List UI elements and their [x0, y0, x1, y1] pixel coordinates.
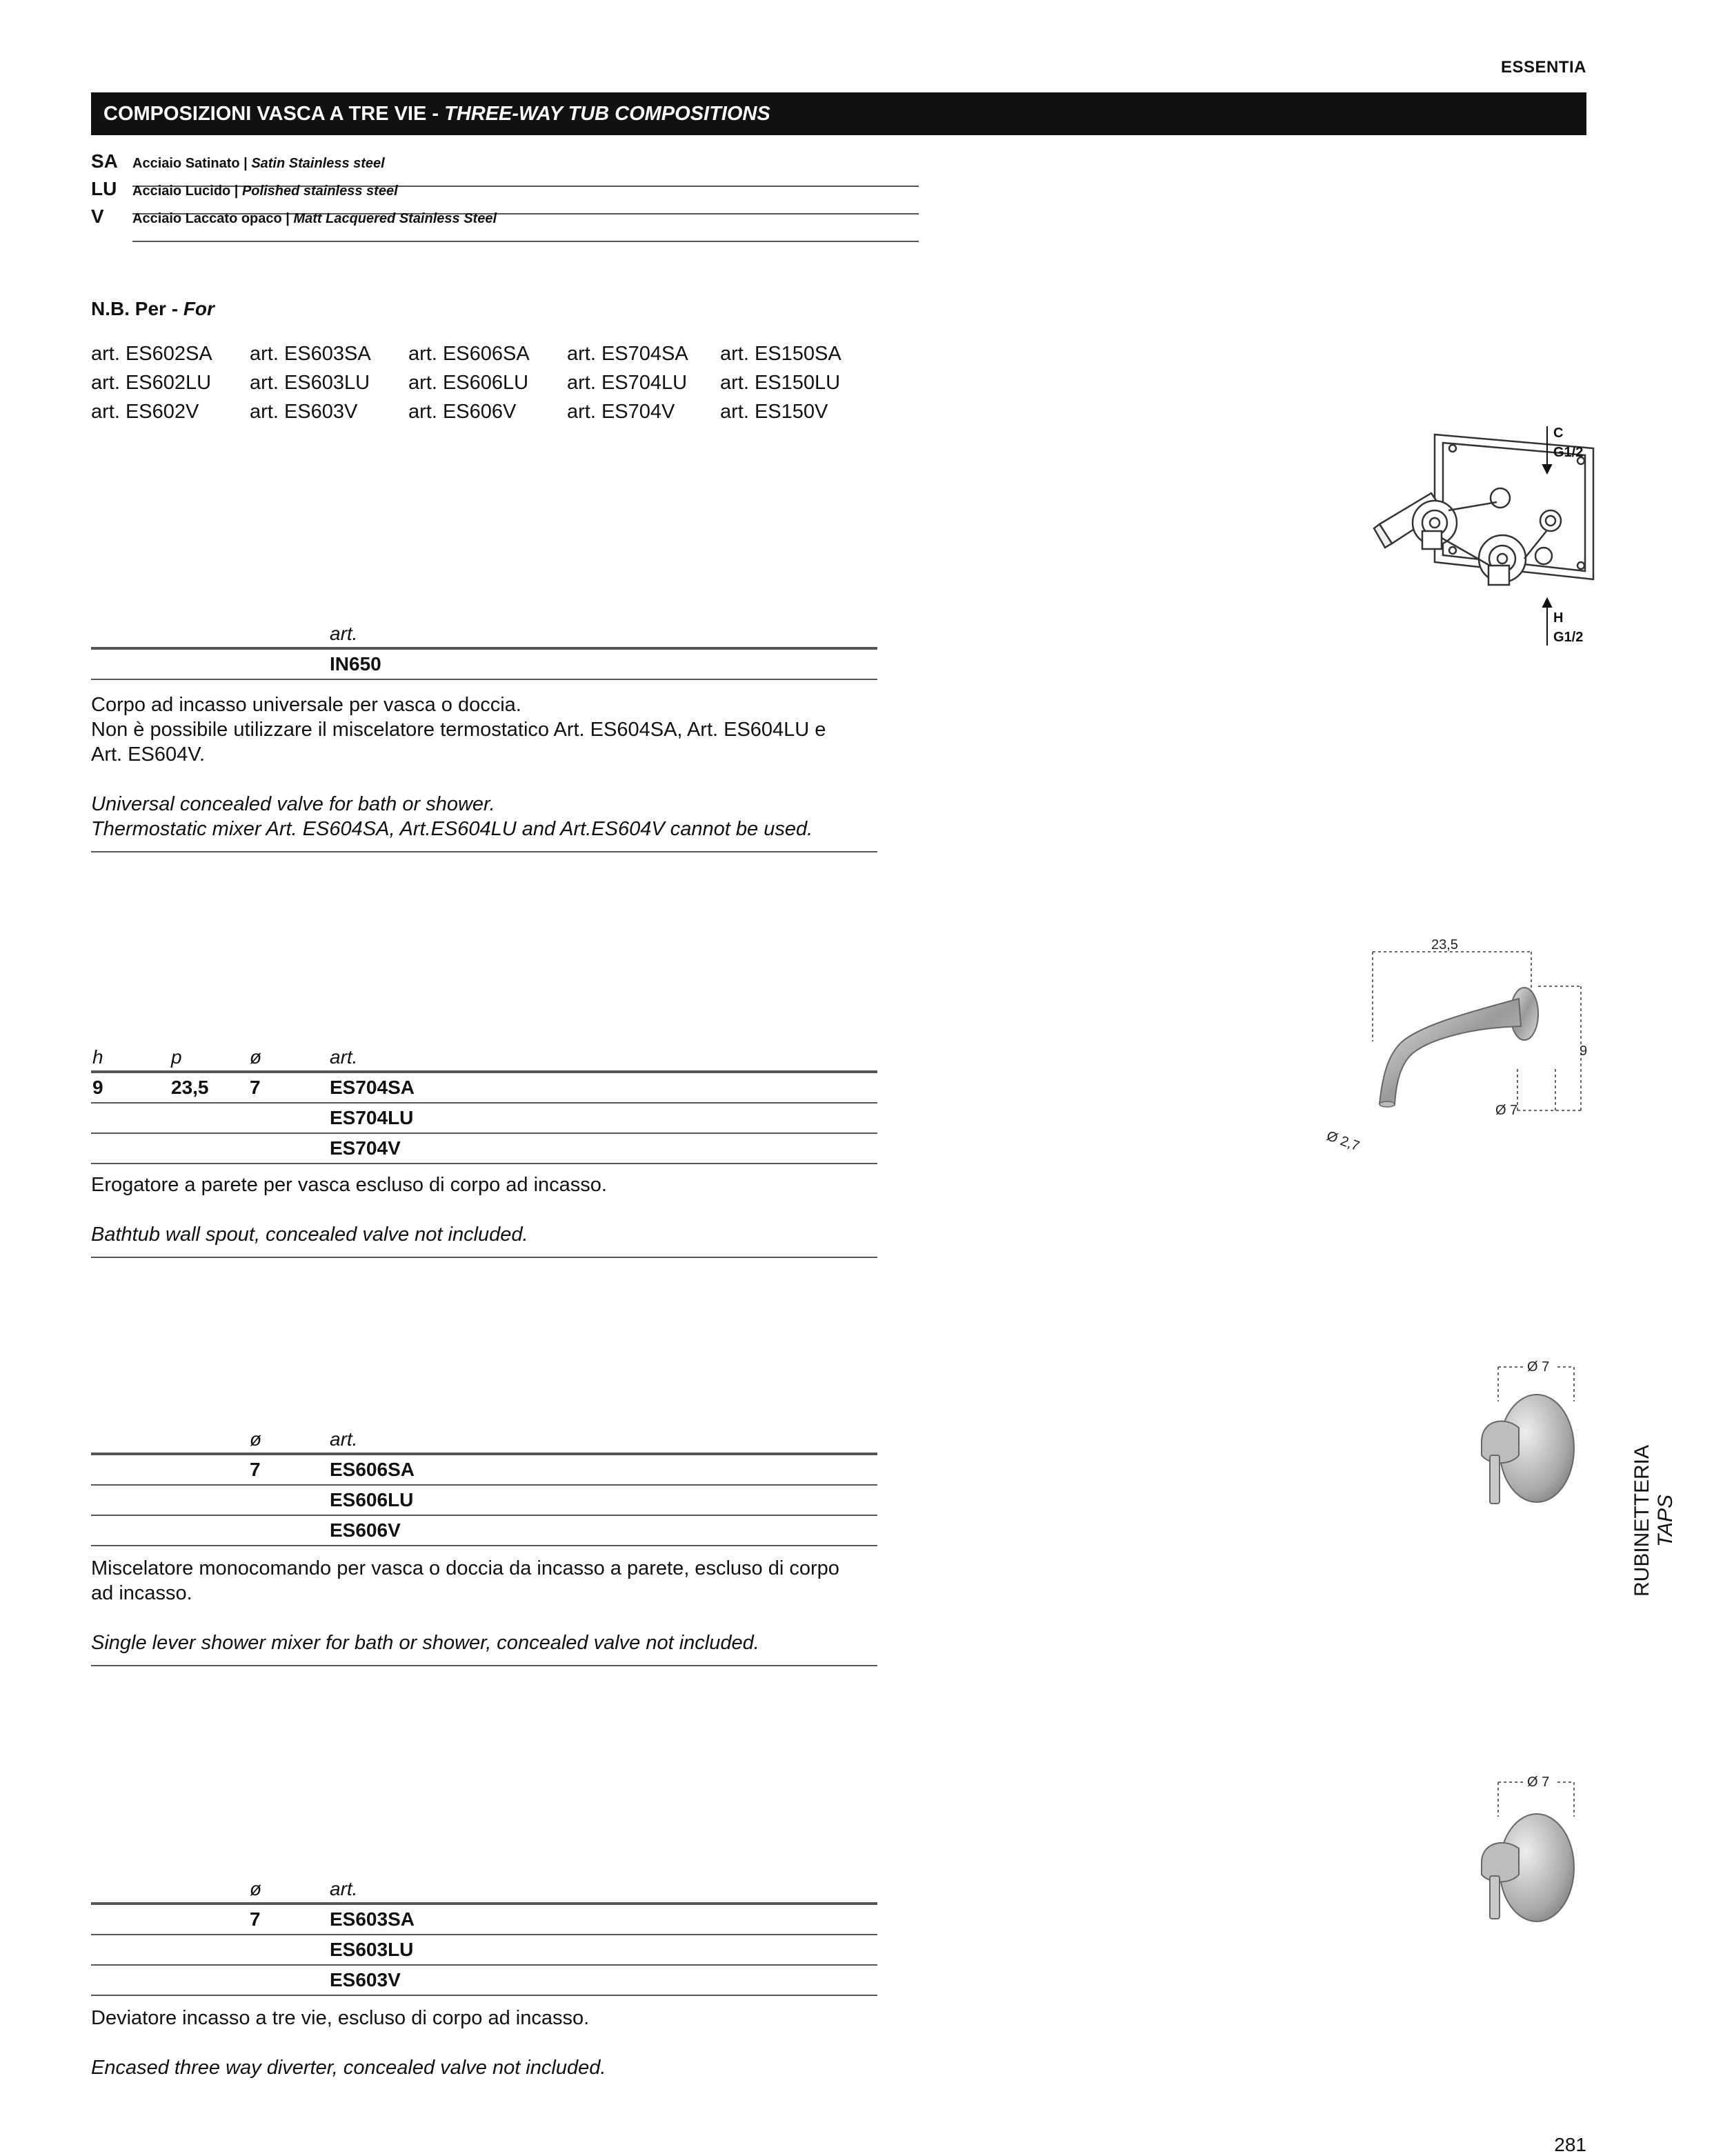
cell-art: ES603LU — [330, 1939, 414, 1960]
cell-art: ES603V — [330, 1969, 401, 1990]
article-ref: art. ES602V — [91, 401, 199, 423]
product-desc-es603 — [91, 2006, 877, 2090]
sidebar-label-it: RUBINETTERIA — [1631, 1444, 1653, 1597]
cell-diameter: 7 — [250, 1077, 261, 1098]
header-art: art. — [330, 1046, 358, 1068]
table-row — [91, 1484, 877, 1515]
compatible-articles — [91, 339, 858, 426]
table-header — [91, 1043, 877, 1072]
desc-it-line: Corpo ad incasso universale per vasca o doccia. — [91, 694, 521, 716]
desc-en-line: Single lever shower mixer for bath or shower, concealed valve not included. — [91, 1632, 759, 1654]
article-ref: art. ES606LU — [408, 372, 529, 394]
finish-row — [91, 150, 919, 178]
desc-en-line: Thermostatic mixer Art. ES604SA, Art.ES604LU and Art.ES604V cannot be used. — [91, 818, 813, 840]
header-art: art. — [330, 1878, 358, 1899]
header-diameter: ø — [250, 1046, 262, 1068]
product-table-es704 — [91, 1043, 877, 1164]
inlet-cold-label: C — [1553, 426, 1564, 441]
cell-art: ES704SA — [330, 1077, 415, 1098]
header-diameter: ø — [250, 1878, 262, 1899]
sidebar-label-en: TAPS — [1654, 1494, 1677, 1548]
cell-art: IN650 — [330, 653, 381, 675]
table-row — [91, 1904, 877, 1934]
article-ref: art. ES602SA — [91, 343, 212, 365]
table-header — [91, 1875, 877, 1904]
cell-p: 23,5 — [171, 1077, 209, 1098]
finish-desc: Acciaio Laccato opaco | Matt Lacquered Stainless Steel — [132, 206, 919, 242]
cell-art: ES606LU — [330, 1489, 414, 1510]
finish-legend — [91, 150, 919, 233]
desc-it-line: ad incasso. — [91, 1582, 192, 1604]
article-ref: art. ES704LU — [567, 372, 688, 394]
brand-name: ESSENTIA — [1500, 58, 1586, 77]
table-row — [91, 1132, 877, 1164]
desc-it-line: Non è possibile utilizzare il miscelatore termostatico Art. ES604SA, Art. ES604LU e — [91, 719, 826, 741]
article-row — [91, 368, 858, 397]
dim-height: 9 — [1580, 1044, 1588, 1059]
product-table-in650 — [91, 619, 877, 680]
article-ref: art. ES606V — [408, 401, 517, 423]
finish-desc: Acciaio Satinato | Satin Stainless steel — [132, 151, 919, 187]
table-header — [91, 1425, 877, 1454]
article-ref: art. ES603SA — [250, 343, 371, 365]
inlet-hot-label: H — [1553, 610, 1564, 626]
section-title-it: COMPOSIZIONI VASCA A TRE VIE - — [103, 103, 445, 125]
article-ref: art. ES704SA — [567, 343, 688, 365]
desc-it-line: Miscelatore monocomando per vasca o doccia da incasso a parete, escluso di corpo — [91, 1557, 839, 1579]
header-h: h — [92, 1046, 103, 1068]
inlet-cold-thread: G1/2 — [1553, 445, 1584, 460]
table-row — [91, 648, 877, 680]
desc-en-line: Universal concealed valve for bath or shower. — [91, 793, 495, 815]
header-diameter: ø — [250, 1428, 262, 1450]
product-desc-in650 — [91, 692, 877, 852]
article-ref: art. ES603LU — [250, 372, 370, 394]
table-row — [91, 1964, 877, 1996]
desc-it-line: Erogatore a parete per vasca escluso di corpo ad incasso. — [91, 1174, 607, 1196]
dim-outlet: Ø 2,7 — [1324, 1128, 1362, 1155]
header-p: p — [171, 1046, 182, 1068]
article-ref: art. ES603V — [250, 401, 358, 423]
table-row — [91, 1515, 877, 1546]
single-lever-mixer-drawing — [1462, 1352, 1593, 1538]
article-ref: art. ES606SA — [408, 343, 530, 365]
article-ref: art. ES602LU — [91, 372, 212, 394]
product-desc-es704 — [91, 1172, 877, 1258]
dim-diameter: Ø 7 — [1527, 1775, 1550, 1790]
header-art: art. — [330, 623, 358, 644]
desc-it-line: Deviatore incasso a tre vie, escluso di corpo ad incasso. — [91, 2007, 590, 2029]
finish-desc: Acciaio Lucido | Polished stainless steel — [132, 179, 919, 214]
dim-diameter: Ø 7 — [1527, 1359, 1550, 1375]
cell-diameter: 7 — [250, 1459, 261, 1480]
diverter-drawing — [1462, 1767, 1593, 1939]
article-ref: art. ES150SA — [720, 343, 841, 365]
cell-art: ES606V — [330, 1519, 401, 1541]
finish-row — [91, 178, 919, 206]
article-ref: art. ES150V — [720, 401, 828, 423]
desc-en-line: Encased three way diverter, concealed valve not included. — [91, 2057, 606, 2079]
page-number: 281 — [1554, 2134, 1586, 2155]
finish-code: V — [91, 206, 104, 227]
concealed-valve-drawing — [1366, 421, 1600, 655]
finish-code: LU — [91, 178, 117, 199]
cell-diameter: 7 — [250, 1908, 261, 1930]
inlet-hot-thread: G1/2 — [1553, 630, 1584, 645]
product-desc-es606 — [91, 1556, 877, 1666]
desc-it-line: Art. ES604V. — [91, 743, 205, 766]
article-ref: art. ES150LU — [720, 372, 841, 394]
sidebar-label — [1631, 1441, 1713, 1600]
finish-row — [91, 206, 919, 233]
nb-label: N.B. Per - For — [91, 298, 215, 319]
cell-art: ES606SA — [330, 1459, 415, 1480]
finish-code: SA — [91, 150, 118, 172]
article-row — [91, 397, 858, 426]
table-row — [91, 1102, 877, 1132]
cell-h: 9 — [92, 1077, 103, 1098]
article-ref: art. ES704V — [567, 401, 675, 423]
table-row — [91, 1454, 877, 1484]
section-title-en: THREE-WAY TUB COMPOSITIONS — [444, 103, 770, 125]
table-row — [91, 1934, 877, 1964]
table-header — [91, 619, 877, 648]
table-row — [91, 1072, 877, 1102]
dim-diameter: Ø 7 — [1495, 1103, 1518, 1118]
product-table-es603 — [91, 1875, 877, 1996]
wall-spout-drawing — [1311, 938, 1600, 1166]
cell-art: ES704V — [330, 1137, 401, 1159]
desc-en-line: Bathtub wall spout, concealed valve not included. — [91, 1224, 528, 1246]
cell-art: ES603SA — [330, 1908, 415, 1930]
section-title — [91, 92, 1586, 135]
cell-art: ES704LU — [330, 1107, 414, 1128]
product-table-es606 — [91, 1425, 877, 1546]
dim-width: 23,5 — [1431, 938, 1458, 952]
article-row — [91, 339, 858, 368]
header-art: art. — [330, 1428, 358, 1450]
